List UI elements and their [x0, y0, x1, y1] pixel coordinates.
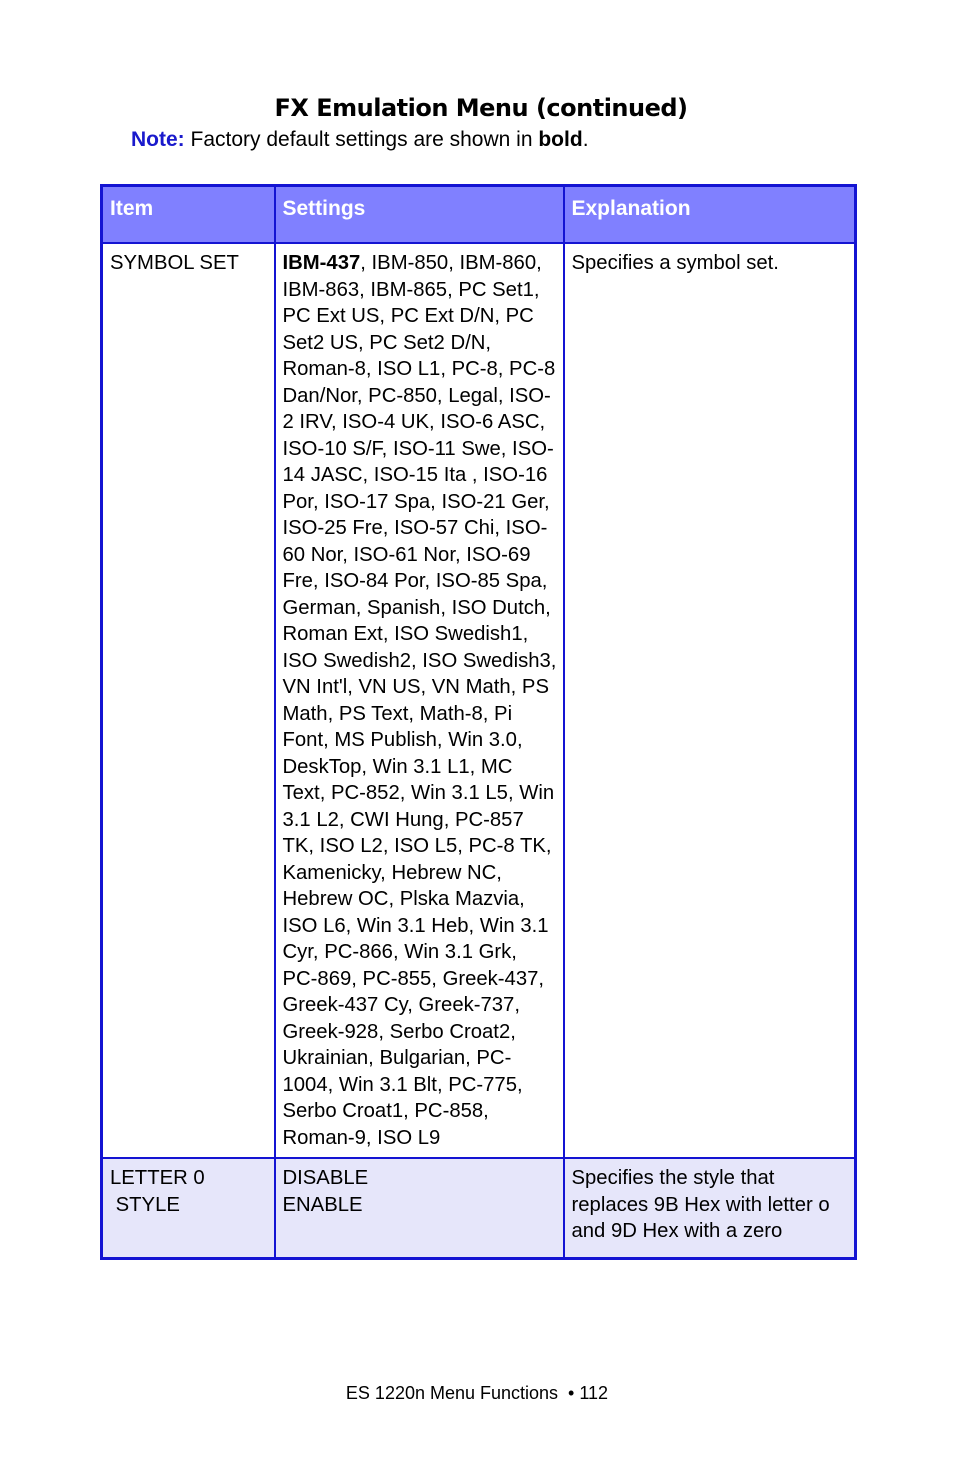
settings-options: , IBM-850, IBM-860, IBM-863, IBM-865, PC Set1, PC Ext US, PC Ext D/N, PC Set2 US, PC Set2 D/N, Roman-8, ISO L1, PC-8, PC-8 Dan/Nor, PC-850, Legal, ISO-2 IRV, ISO-4 UK, ISO-6 ASC, ISO-10 S/F, ISO-11 Swe, ISO-14 JASC, ISO-15 Ita , ISO-16 Por, ISO-17 Spa, ISO-21 Ger, ISO-25 Fre, ISO-57 Chi, ISO-60 Nor, ISO-61 Nor, ISO-69 Fre, ISO-84 Por, ISO-85 Spa, German, Spanish, ISO Dutch, Roman Ext, ISO Swedish1, ISO Swedish2, ISO Swedish3, VN Int'l, VN US, VN Math, PS Math, PS Text, Math-8, Pi Font, MS Publish, Win 3.0, DeskTop, Win 3.1 L1, MC Text, PC-852, Win 3.1 L5, Win 3.1 L2, CWI Hung, PC-857 TK, ISO L2, ISO L5, PC-8 TK, Kamenicky, Hebrew NC, Hebrew OC, Plska Mazvia, ISO L6, Win 3.1 Heb, Win 3.1 Cyr, PC-866, Win 3.1 Grk, PC-869, PC-855, Greek-437, Greek-437 Cy, Greek-737, Greek-928, Serbo Croat2, Ukrainian, Bulgarian, PC-1004, Win 3.1 Blt, PC-775, Serbo Croat1, PC-858, Roman-9, ISO L9: [282, 252, 557, 1149]
note-bold-word: bold: [538, 128, 583, 151]
table-row-symbol-set: [102, 243, 856, 1158]
table-header-row: [102, 186, 856, 244]
page-title: FX Emulation Menu (continued): [274, 94, 688, 122]
cell-settings: [275, 1158, 564, 1258]
note-text: Factory default settings are shown in: [184, 128, 539, 151]
note: [131, 126, 589, 154]
cell-item: [102, 1158, 275, 1258]
default-setting: IBM-437: [282, 252, 361, 274]
setting-option: ENABLE: [282, 1193, 363, 1216]
setting-option: DISABLE: [282, 1167, 369, 1189]
cell-item: SYMBOL SET: [102, 243, 275, 1158]
header-item: Item: [102, 186, 275, 244]
menu-table: [100, 184, 857, 1260]
cell-settings: [275, 243, 564, 1158]
cell-explanation: Specifies the style that replaces 9B Hex with letter o and 9D Hex with a zero: [564, 1158, 856, 1258]
header-settings: Settings: [275, 186, 564, 244]
item-line: STYLE: [110, 1193, 180, 1216]
table-row-letter-0-style: [102, 1158, 856, 1258]
item-line: LETTER 0: [110, 1167, 205, 1189]
cell-explanation: Specifies a symbol set.: [564, 243, 856, 1158]
header-explanation: Explanation: [564, 186, 856, 244]
page-footer: ES 1220n Menu Functions • 112: [345, 1383, 609, 1403]
note-end: .: [582, 128, 589, 151]
note-label: Note:: [131, 128, 185, 151]
